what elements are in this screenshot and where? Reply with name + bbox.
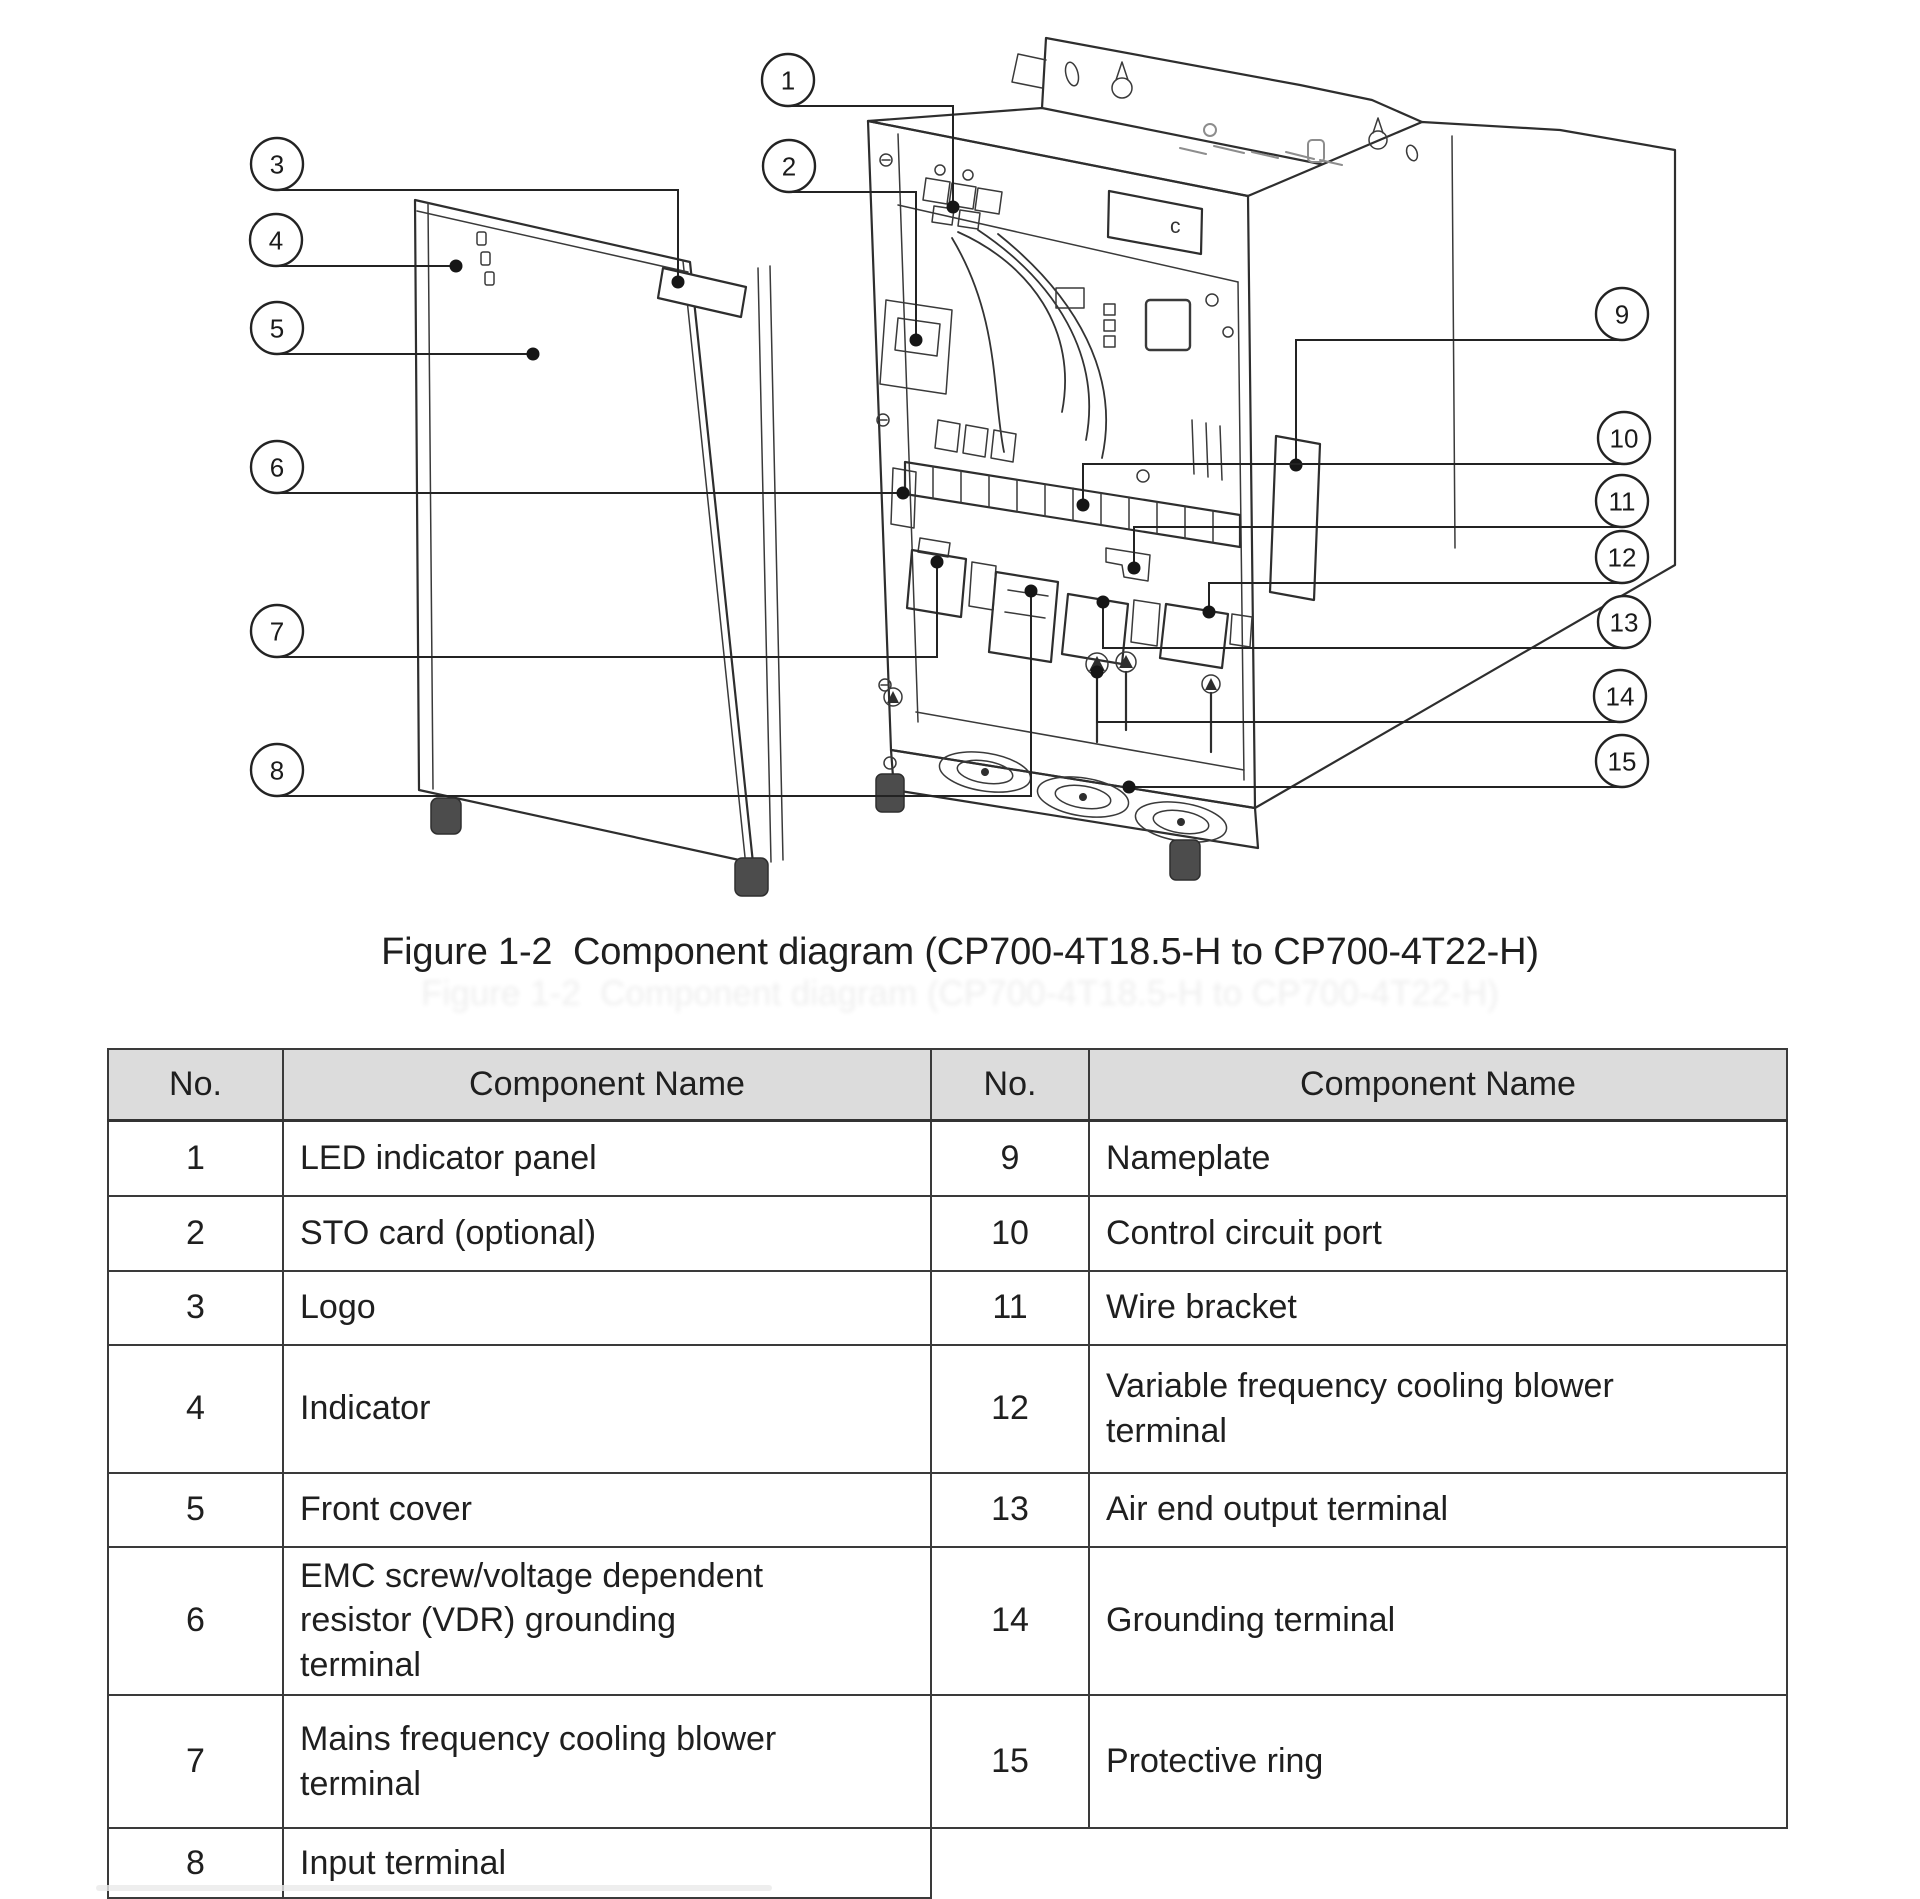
component-table: [107, 1048, 1788, 1899]
cell-no: 9: [931, 1121, 1089, 1196]
table-row: [108, 1695, 1787, 1828]
cell-no: 7: [108, 1695, 283, 1828]
pcb-components: [1056, 288, 1233, 480]
callout-number: 11: [1608, 486, 1636, 517]
cell-text: Front cover: [300, 1490, 472, 1529]
empty-cell: [931, 1828, 1089, 1898]
cell-no: 6: [108, 1547, 283, 1696]
cell-component-name: [283, 1547, 931, 1696]
cell-component-name: [1089, 1473, 1787, 1547]
cell-text: Control circuit port: [1106, 1213, 1382, 1252]
figure-caption: Figure 1-2 Component diagram (CP700-4T18.5-H to CP700-4T22-H): [381, 931, 1539, 973]
cell-component-name: [1089, 1196, 1787, 1271]
case-letter: c: [1170, 215, 1181, 238]
cell-text: EMC screw/voltage dependent resistor (VDR) grounding terminal: [300, 1556, 764, 1685]
callout-number: 15: [1607, 746, 1637, 777]
leader-line: [789, 192, 916, 340]
callout-number: 12: [1607, 542, 1637, 573]
keyhole-slot: [1112, 62, 1132, 98]
callout-number: 6: [269, 452, 285, 483]
leader-dot: [1203, 606, 1216, 619]
callout-number: 2: [781, 151, 797, 182]
leader-dot: [1097, 596, 1110, 609]
leader-dot: [672, 276, 685, 289]
col-header-no: No.: [931, 1049, 1089, 1121]
cover-foot: [735, 858, 768, 896]
leader-dot: [527, 348, 540, 361]
cell-text: Input terminal: [300, 1843, 506, 1882]
keyhole-slot: [1063, 61, 1080, 87]
leader-dot: [1128, 562, 1141, 575]
wiring-harness: [952, 230, 1106, 458]
leader-dot: [947, 201, 960, 214]
table-row: [108, 1473, 1787, 1547]
callout-number: 3: [269, 149, 285, 180]
table-row: [108, 1345, 1787, 1473]
cell-component-name: [283, 1695, 931, 1828]
cell-component-name: [283, 1196, 931, 1271]
cell-text: Air end output terminal: [1106, 1490, 1449, 1529]
cell-component-name: [1089, 1271, 1787, 1345]
cell-no: 10: [931, 1196, 1089, 1271]
cell-component-name: [283, 1345, 931, 1473]
cell-text: Wire bracket: [1106, 1288, 1297, 1327]
callout-number: 9: [1614, 299, 1630, 330]
cell-component-name: [283, 1271, 931, 1345]
table-row: [108, 1196, 1787, 1271]
cell-component-name: [1089, 1121, 1787, 1196]
caption-ghost: Figure 1-2 Component diagram (CP700-4T18.5-H to CP700-4T22-H): [421, 974, 1499, 1013]
leader-dot: [931, 556, 944, 569]
cell-no: 4: [108, 1345, 283, 1473]
empty-cell: [1089, 1828, 1787, 1898]
leader-dot: [1025, 585, 1038, 598]
cell-text: Mains frequency cooling blower terminal: [300, 1719, 777, 1803]
leader-dot: [1077, 499, 1090, 512]
unit-foot: [876, 774, 904, 812]
cover-foot: [431, 798, 461, 834]
cell-text: Nameplate: [1106, 1138, 1271, 1177]
cell-no: 5: [108, 1473, 283, 1547]
cell-text: LED indicator panel: [300, 1138, 597, 1177]
cell-component-name: [283, 1121, 931, 1196]
main-unit-internals: [876, 165, 1258, 880]
unit-foot: [1170, 840, 1200, 880]
cell-no: 8: [108, 1828, 283, 1898]
table-row: [108, 1547, 1787, 1696]
callout-number: 8: [269, 755, 285, 786]
cell-no: 11: [931, 1271, 1089, 1345]
cell-no: 1: [108, 1121, 283, 1196]
leader-dot: [450, 260, 463, 273]
cell-text: Grounding terminal: [1106, 1601, 1396, 1640]
callout-number: 14: [1605, 681, 1635, 712]
unit-roof: [868, 108, 1330, 196]
table-header-row: [108, 1049, 1787, 1121]
cell-text: Variable frequency cooling blower terminal: [1106, 1366, 1614, 1450]
callout-number: 1: [780, 65, 796, 96]
cell-no: 15: [931, 1695, 1089, 1828]
cell-component-name: [1089, 1547, 1787, 1696]
table-row: [108, 1121, 1787, 1196]
cell-text: Indicator: [300, 1389, 431, 1428]
cell-text: STO card (optional): [300, 1213, 597, 1252]
callout-number: 13: [1609, 607, 1639, 638]
front-cover: [415, 200, 783, 896]
page-edge-artifact: [96, 1885, 772, 1891]
col-header-no: No.: [108, 1049, 283, 1121]
cell-text: Logo: [300, 1288, 376, 1327]
cell-component-name: [283, 1473, 931, 1547]
cell-no: 3: [108, 1271, 283, 1345]
cell-text: Protective ring: [1106, 1742, 1324, 1781]
cell-no: 12: [931, 1345, 1089, 1473]
col-header-component-name: Component Name: [283, 1049, 931, 1121]
leader-dot: [1123, 781, 1136, 794]
cooling-fans: [891, 746, 1258, 848]
label-recess: [1108, 191, 1202, 254]
callout-number: 5: [269, 313, 285, 344]
callout-15: [1123, 735, 1649, 794]
leader-dot: [910, 334, 923, 347]
cell-no: 2: [108, 1196, 283, 1271]
grounding-screw-icon: [884, 652, 1220, 752]
control-circuit-strip: [905, 462, 1240, 547]
cell-component-name: [1089, 1345, 1787, 1473]
cell-component-name: [1089, 1695, 1787, 1828]
main-unit: [868, 38, 1675, 808]
callout-number: 10: [1609, 423, 1639, 454]
callout-number: 4: [268, 225, 284, 256]
callout-number: 7: [269, 616, 285, 647]
table-row: [108, 1271, 1787, 1345]
col-header-component-name: Component Name: [1089, 1049, 1787, 1121]
cell-no: 13: [931, 1473, 1089, 1547]
leader-dot: [1091, 666, 1104, 679]
cover-side-strip: [758, 266, 783, 862]
cell-no: 14: [931, 1547, 1089, 1696]
wire-bracket: [1106, 548, 1150, 581]
leader-dot: [897, 487, 910, 500]
